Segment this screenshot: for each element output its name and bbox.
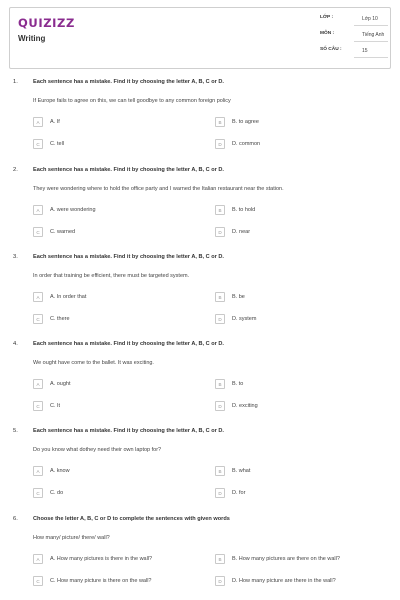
option-checkbox[interactable]: D — [215, 139, 225, 149]
option-text: B. to — [232, 381, 244, 387]
option-checkbox[interactable]: A — [33, 292, 43, 302]
option-text: B. what — [232, 468, 251, 474]
worksheet-header — [9, 7, 391, 69]
meta-label: LỚP : — [320, 15, 334, 20]
question-prompt: Choose the letter A, B, C or D to complete the sentences with given words — [33, 516, 230, 522]
meta-row-question-count — [320, 45, 388, 58]
quizizz-logo: QUIZIZZ — [18, 16, 75, 30]
option-checkbox[interactable]: D — [215, 401, 225, 411]
option-checkbox[interactable]: C — [33, 314, 43, 324]
option-text: D. near — [232, 229, 251, 235]
option-text: A. How many pictures is there in the wall? — [50, 556, 153, 562]
option-checkbox[interactable]: C — [33, 227, 43, 237]
option-checkbox[interactable]: D — [215, 314, 225, 324]
option-text: A. ought — [50, 381, 71, 387]
question-sentence: In order that training be efficient, there must be targeted system. — [33, 273, 190, 279]
option-text: D. for — [232, 490, 246, 496]
option-text: D. common — [232, 141, 261, 147]
option-text: A. If — [50, 119, 60, 125]
option-text: C. do — [50, 490, 64, 496]
option-checkbox[interactable]: D — [215, 576, 225, 586]
question-number: 1. — [13, 79, 18, 85]
question-number: 2. — [13, 167, 18, 173]
option-checkbox[interactable]: C — [33, 488, 43, 498]
option-checkbox[interactable]: A — [33, 554, 43, 564]
question-prompt: Each sentence has a mistake. Find it by choosing the letter A, B, C or D. — [33, 428, 224, 434]
question-sentence: Do you know what dothey need their own laptop for? — [33, 447, 162, 453]
meta-row-class — [320, 13, 388, 26]
meta-value: 15 — [354, 46, 388, 58]
question-sentence: They were wondering where to hold the office party and I warned the Italian restaurant near the station. — [33, 186, 284, 192]
meta-value: Tiếng Anh — [354, 30, 388, 42]
question-number: 3. — [13, 254, 18, 260]
option-text: C. warned — [50, 229, 76, 235]
option-text: A. In order that — [50, 294, 87, 300]
option-checkbox[interactable]: A — [33, 466, 43, 476]
question-prompt: Each sentence has a mistake. Find it by choosing the letter A, B, C or D. — [33, 79, 224, 85]
option-checkbox[interactable]: B — [215, 379, 225, 389]
question-number: 5. — [13, 428, 18, 434]
option-text: D. How many picture are there in the wall? — [232, 578, 336, 584]
question-number: 4. — [13, 341, 18, 347]
option-checkbox[interactable]: D — [215, 227, 225, 237]
meta-label: SỐ CÂU : — [320, 47, 342, 52]
option-text: B. be — [232, 294, 245, 300]
option-checkbox[interactable]: A — [33, 379, 43, 389]
question-sentence: We ought have come to the ballet. It was exciting. — [33, 360, 154, 366]
option-checkbox[interactable]: A — [33, 205, 43, 215]
option-checkbox[interactable]: C — [33, 139, 43, 149]
option-checkbox[interactable]: B — [215, 466, 225, 476]
option-text: C. there — [50, 316, 70, 322]
question-prompt: Each sentence has a mistake. Find it by choosing the letter A, B, C or D. — [33, 254, 224, 260]
option-checkbox[interactable]: B — [215, 554, 225, 564]
meta-value: Lớp 10 — [354, 14, 388, 26]
option-checkbox[interactable]: C — [33, 401, 43, 411]
meta-label: MÔN : — [320, 31, 335, 36]
question-prompt: Each sentence has a mistake. Find it by choosing the letter A, B, C or D. — [33, 167, 224, 173]
option-checkbox[interactable]: A — [33, 117, 43, 127]
question-prompt: Each sentence has a mistake. Find it by choosing the letter A, B, C or D. — [33, 341, 224, 347]
option-text: A. were wondering — [50, 207, 96, 213]
option-text: D. exciting — [232, 403, 258, 409]
option-text: C. How many picture is there on the wall? — [50, 578, 152, 584]
worksheet-meta — [320, 13, 388, 65]
meta-row-subject — [320, 29, 388, 42]
option-checkbox[interactable]: B — [215, 205, 225, 215]
option-text: C. tell — [50, 141, 65, 147]
option-checkbox[interactable]: D — [215, 488, 225, 498]
option-text: C. It — [50, 403, 61, 409]
option-text: B. How many pictures are there on the wall? — [232, 556, 340, 562]
option-text: B. to agree — [232, 119, 259, 125]
question-sentence: If Europe fails to agree on this, we can tell goodbye to any common foreign policy — [33, 98, 231, 104]
question-number: 6. — [13, 516, 18, 522]
option-text: B. to hold — [232, 207, 256, 213]
option-checkbox[interactable]: C — [33, 576, 43, 586]
option-checkbox[interactable]: B — [215, 117, 225, 127]
option-text: D. system — [232, 316, 257, 322]
option-text: A. know — [50, 468, 70, 474]
option-checkbox[interactable]: B — [215, 292, 225, 302]
question-sentence: How many/ picture/ there/ wall? — [33, 535, 110, 541]
worksheet-title: Writing — [18, 34, 46, 43]
